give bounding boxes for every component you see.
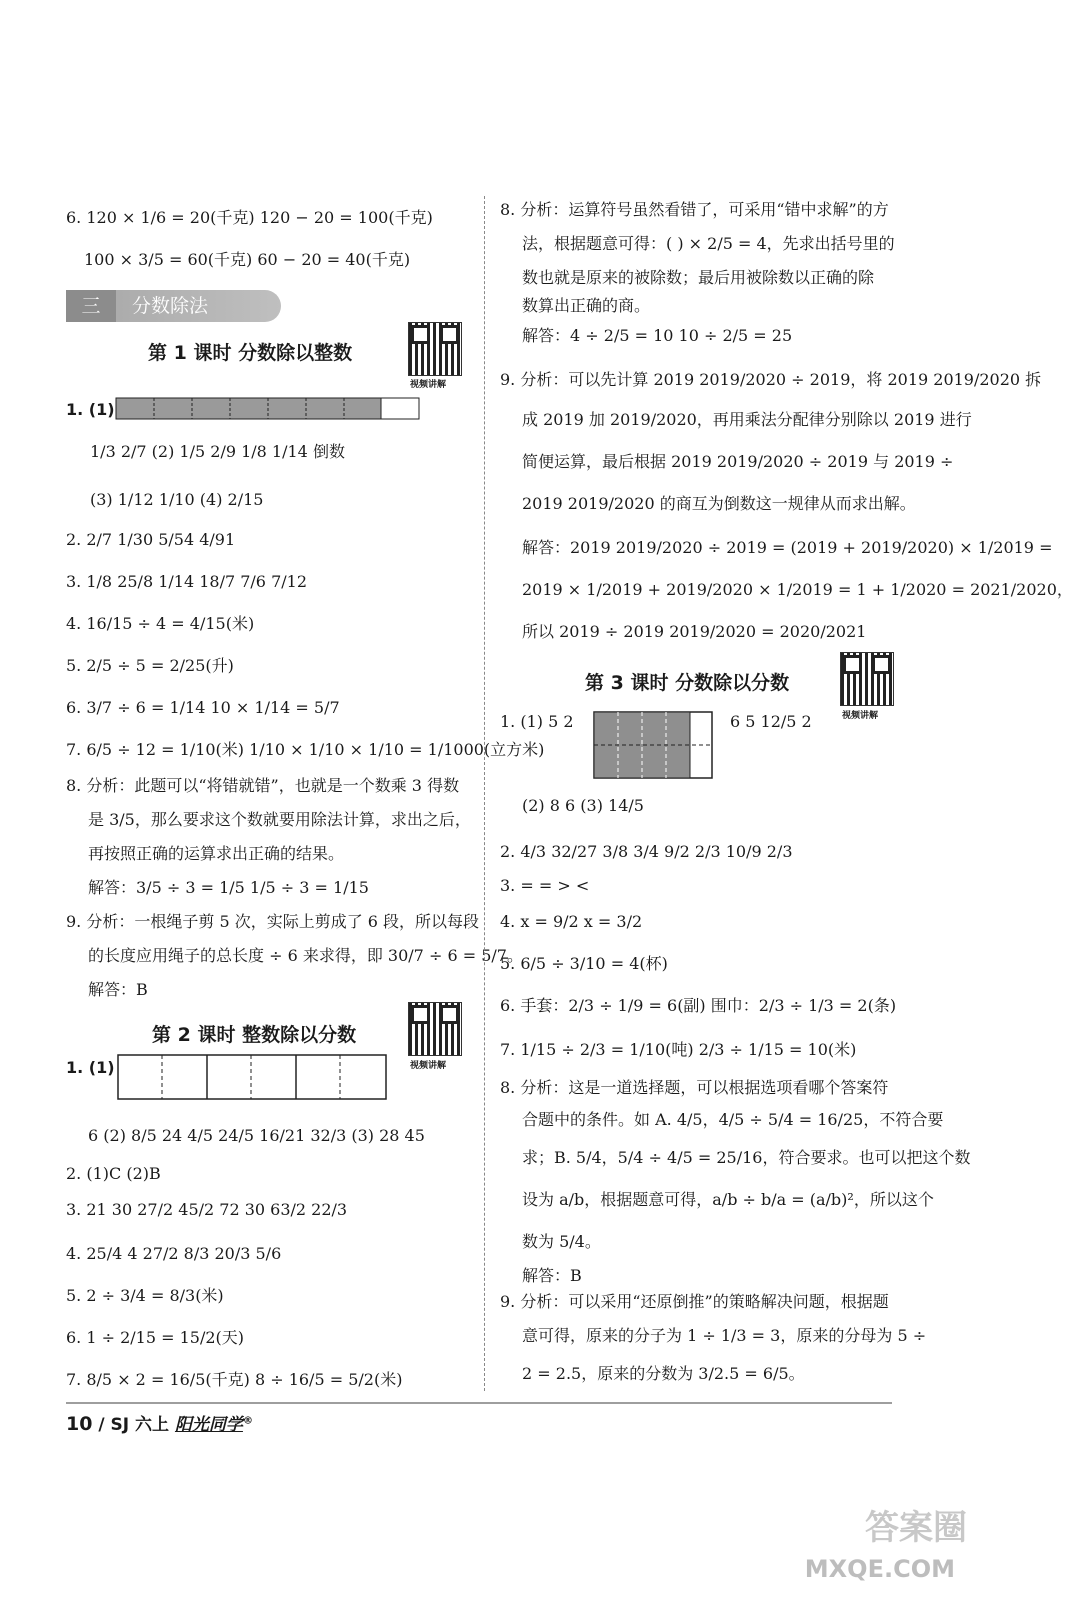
l2-q5: 5. 2 ÷ 3/4 = 8/3(米) — [66, 1286, 224, 1305]
r-q8a: 8. 分析：运算符号虽然看错了，可采用“错中求解”的方 — [500, 200, 889, 219]
r-l3-q8e: 数为 5/4。 — [522, 1232, 601, 1251]
l2-q1a: 1. (1) — [66, 1058, 115, 1077]
r-q8e: 解答：4 ÷ 2/5 = 10 10 ÷ 2/5 = 25 — [522, 326, 793, 345]
r-l3-q5: 5. 6/5 ÷ 3/10 = 4(杯) — [500, 954, 668, 973]
page-number: 10 — [66, 1413, 93, 1435]
l1-q1b: 1/3 2/7 (2) 1/5 2/9 1/8 1/14 倒数 — [90, 442, 345, 461]
video-label: 视频讲解 — [410, 1061, 447, 1071]
registered-mark: ® — [242, 1415, 253, 1427]
r-l3-q3: 3. = = > < — [500, 876, 590, 895]
r-l3-q1b: 6 5 12/5 2 — [730, 712, 812, 731]
r-l3-q8d: 设为 a/b，根据题意可得，a/b ÷ b/a = (a/b)²，所以这个 — [522, 1190, 934, 1209]
r-l3-q1a: 1. (1) 5 2 — [500, 712, 574, 731]
l1-q4: 4. 16/15 ÷ 4 = 4/15(米) — [66, 614, 255, 633]
section-banner — [66, 290, 281, 322]
section-title: 分数除法 — [132, 295, 209, 317]
l2-q2: 2. (1)C (2)B — [66, 1164, 161, 1183]
brand-logo: 阳光同学 — [174, 1415, 243, 1435]
bar-diagram-1 — [116, 398, 420, 420]
r-l3-q8b: 合题中的条件。如 A. 4/5，4/5 ÷ 5/4 = 16/25，不符合要 — [522, 1110, 944, 1129]
r-q8b: 法，根据题意可得：( ) × 2/5 = 4，先求出括号里的 — [522, 234, 895, 253]
r-q9c: 简便运算，最后根据 2019 2019/2020 ÷ 2019 与 2019 ÷ — [522, 452, 954, 471]
section-number: 三 — [66, 290, 116, 322]
l1-q9c: 解答：B — [88, 980, 148, 999]
r-q8d: 数算出正确的商。 — [522, 296, 651, 315]
l1-q2: 2. 2/7 1/30 5/54 4/91 — [66, 530, 236, 549]
l1-q3: 3. 1/8 25/8 1/14 18/7 7/6 7/12 — [66, 572, 307, 591]
bar-diagram-2 — [118, 1055, 388, 1101]
l1-q1a: 1. (1) — [66, 400, 115, 419]
r-q9b: 成 2019 加 2019/2020，再用乘法分配律分别除以 2019 进行 — [522, 410, 972, 429]
r-q9e: 解答：2019 2019/2020 ÷ 2019 = (2019 + 2019/2020) × 1/2019 = — [522, 538, 1053, 557]
r-q9f: 2019 × 1/2019 + 2019/2020 × 1/2019 = 1 + 1/2020 = 2021/2020， — [522, 580, 1073, 599]
r-l3-q1c: (2) 8 6 (3) 14/5 — [522, 796, 644, 815]
l1-q1c: (3) 1/12 1/10 (4) 2/15 — [90, 490, 264, 509]
r-l3-q7: 7. 1/15 ÷ 2/3 = 1/10(吨) 2/3 ÷ 1/15 = 10(米) — [500, 1040, 857, 1059]
r-l3-q8a: 8. 分析：这是一道选择题，可以根据选项看哪个答案符 — [500, 1078, 889, 1097]
q6-line2: 100 × 3/5 = 60(千克) 60 − 20 = 40(千克) — [84, 250, 411, 269]
footer-sep: / — [98, 1415, 105, 1435]
r-l3-q6: 6. 手套：2/3 ÷ 1/9 = 6(副) 围巾：2/3 ÷ 1/3 = 2(条) — [500, 996, 897, 1015]
lesson2-title: 第 2 课时 整数除以分数 — [152, 1024, 357, 1046]
r-l3-q8f: 解答：B — [522, 1266, 582, 1285]
watermark-url: MXQE.COM — [804, 1555, 955, 1583]
lesson1-title: 第 1 课时 分数除以整数 — [148, 342, 353, 364]
r-l3-q8c: 求；B. 5/4，5/4 ÷ 4/5 = 25/16，符合要求。也可以把这个数 — [522, 1148, 971, 1167]
r-l3-q2: 2. 4/3 32/27 3/8 3/4 9/2 2/3 10/9 2/3 — [500, 842, 793, 861]
r-q9g: 所以 2019 ÷ 2019 2019/2020 = 2020/2021 — [522, 622, 867, 641]
l1-q6: 6. 3/7 ÷ 6 = 1/14 10 × 1/14 = 5/7 — [66, 698, 340, 717]
l2-q7: 7. 8/5 × 2 = 16/5(千克) 8 ÷ 16/5 = 5/2(米) — [66, 1370, 403, 1389]
r-l3-q4: 4. x = 9/2 x = 3/2 — [500, 912, 643, 931]
watermark-logo: 答案圈 — [865, 1508, 967, 1548]
grid-diagram-3 — [594, 712, 714, 780]
l2-q4: 4. 25/4 4 27/2 8/3 20/3 5/6 — [66, 1244, 282, 1263]
l1-q9b: 的长度应用绳子的总长度 ÷ 6 来求得，即 30/7 ÷ 6 = 5/7。 — [88, 946, 523, 965]
page-footer — [66, 1410, 253, 1435]
video-label: 视频讲解 — [842, 711, 879, 721]
l2-q6: 6. 1 ÷ 2/15 = 15/2(天) — [66, 1328, 245, 1347]
series-label: SJ 六上 — [110, 1415, 170, 1435]
r-q8c: 数也就是原来的被除数；最后用被除数以正确的除 — [522, 268, 875, 287]
q6-line1: 6. 120 × 1/6 = 20(千克) 120 − 20 = 100(千克) — [66, 208, 433, 227]
l1-q8a: 8. 分析：此题可以“将错就错”，也就是一个数乘 3 得数 — [66, 776, 460, 795]
r-q9d: 2019 2019/2020 的商互为倒数这一规律从而求出解。 — [522, 494, 916, 513]
r-q9a: 9. 分析：可以先计算 2019 2019/2020 ÷ 2019，将 2019 2019/2020 拆 — [500, 370, 1042, 389]
r-l3-q9a: 9. 分析：可以采用“还原倒推”的策略解决问题，根据题 — [500, 1292, 889, 1311]
l2-q1b: 6 (2) 8/5 24 4/5 24/5 16/21 32/3 (3) 28 45 — [88, 1126, 425, 1145]
qr-code-icon[interactable] — [408, 322, 462, 376]
qr-code-icon[interactable] — [840, 652, 894, 706]
lesson3-title: 第 3 课时 分数除以分数 — [585, 672, 790, 694]
l1-q8c: 再按照正确的运算求出正确的结果。 — [88, 844, 345, 863]
l1-q8b: 是 3/5，那么要求这个数就要用除法计算，求出之后， — [88, 810, 471, 829]
l1-q5: 5. 2/5 ÷ 5 = 2/25(升) — [66, 656, 234, 675]
r-l3-q9b: 意可得，原来的分子为 1 ÷ 1/3 = 3，原来的分母为 5 ÷ — [522, 1326, 927, 1345]
qr-code-icon[interactable] — [408, 1002, 462, 1056]
l1-q8d: 解答：3/5 ÷ 3 = 1/5 1/5 ÷ 3 = 1/15 — [88, 878, 369, 897]
column-divider — [484, 196, 485, 1391]
l2-q3: 3. 21 30 27/2 45/2 72 30 63/2 22/3 — [66, 1200, 348, 1219]
video-label: 视频讲解 — [410, 380, 447, 390]
l1-q9a: 9. 分析：一根绳子剪 5 次，实际上剪成了 6 段，所以每段 — [66, 912, 480, 931]
l1-q7: 7. 6/5 ÷ 12 = 1/10(米) 1/10 × 1/10 × 1/10 = 1/1000(立方米) — [66, 740, 545, 759]
r-l3-q9c: 2 = 2.5，原来的分数为 3/2.5 = 6/5。 — [522, 1364, 805, 1383]
footer-rule — [66, 1402, 892, 1404]
